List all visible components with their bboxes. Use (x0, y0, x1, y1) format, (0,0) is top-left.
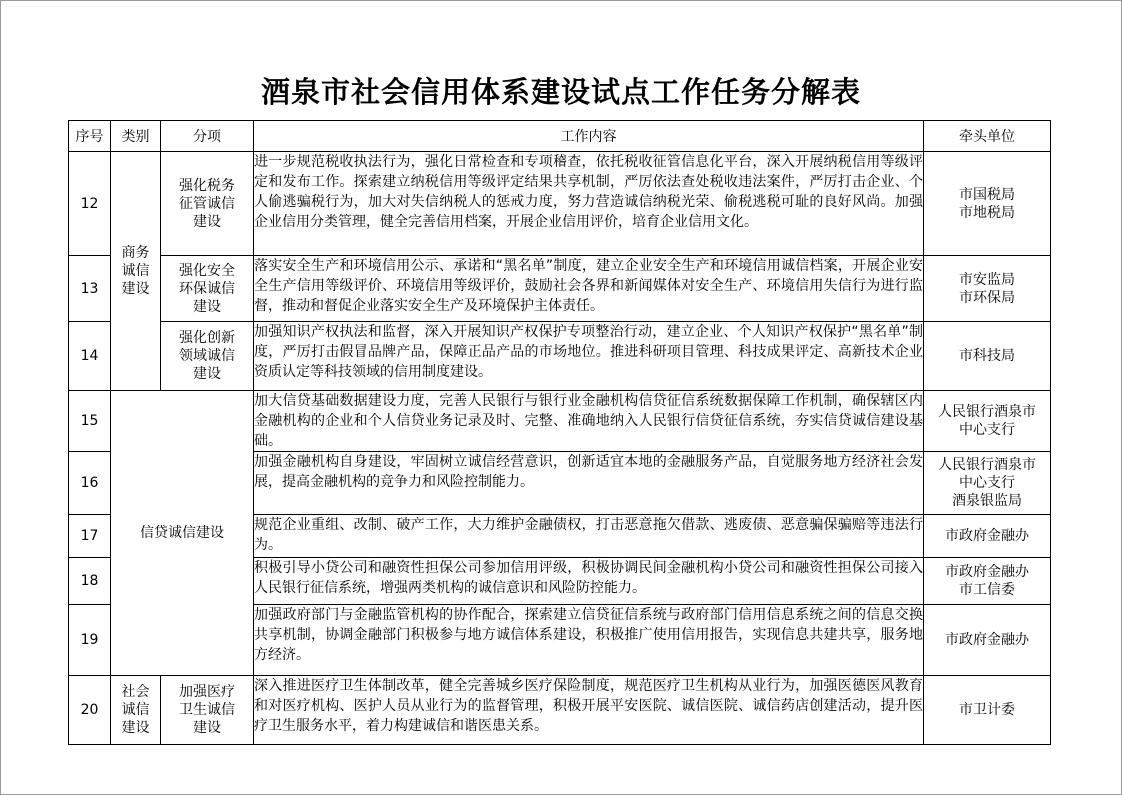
work-content: 深入推进医疗卫生体制改革，健全完善城乡医疗保险制度，规范医疗卫生机构从业行为，加强医德医风教育和对医疗机构、医护人员从业行为的监督管理，积极开展平安医院、诚信医院、诚信药店创建活动，提升医疗卫生服务水平，着力构建诚信和谐医患关系。 (254, 676, 924, 745)
lead-unit (924, 391, 1051, 452)
page-title: 酒泉市社会信用体系建设试点工作任务分解表 (260, 75, 861, 109)
subitem-cell (161, 256, 254, 322)
header-content: 工作内容 (254, 121, 924, 152)
lead-unit-line: 人民银行酒泉市 (938, 457, 1036, 473)
category-line: 建设 (121, 720, 150, 736)
lead-unit (924, 152, 1051, 256)
subitem-cell (161, 322, 254, 391)
lead-unit-line: 市环保局 (959, 289, 1015, 306)
lead-unit (924, 515, 1051, 558)
lead-unit (924, 452, 1051, 515)
row-number: 12 (69, 152, 111, 256)
subitem-line: 征管诚信 (179, 195, 235, 212)
work-content: 积极引导小贷公司和融资性担保公司参加信用评级，积极协调民间金融机构小贷公司和融资性担保公司接入人民银行征信系统，增强两类机构的诚信意识和风险防控能力。 (254, 558, 924, 605)
subitem-cell (161, 676, 254, 745)
subitem-line: 建设 (193, 366, 221, 382)
header-number: 序号 (69, 121, 111, 152)
lead-unit-line: 中心支行 (959, 475, 1015, 491)
lead-unit (924, 558, 1051, 605)
table-header-row (69, 121, 1051, 152)
lead-unit-line: 市政府金融办 (945, 528, 1029, 544)
work-content: 进一步规范税收执法行为，强化日常检查和专项稽查，依托税收征管信息化平台，深入开展纳税信用等级评定和发布工作。探索建立纳税信用等级评定结果共享机制，严厉依法查处税收违法案件，严厉打击企业、个人偷逃骗税行为，加大对失信纳税人的惩戒力度，努力营造诚信纳税光荣、偷税逃税可耻的良好风尚。加强企业信用分类管理，健全完善信用档案，开展企业信用评价，培育企业信用文化。 (254, 152, 924, 256)
lead-unit-line: 市地税局 (959, 204, 1015, 221)
lead-unit-line: 人民银行酒泉市 (938, 404, 1036, 420)
subitem-line: 强化安全 (179, 262, 235, 279)
category-line: 诚信 (121, 702, 150, 718)
subitem-line: 强化税务 (179, 177, 235, 194)
header-subitem: 分项 (161, 121, 254, 152)
work-content: 规范企业重组、改制、破产工作，大力维护金融债权，打击恶意拖欠借款、逃废债、恶意骗保骗赔等违法行为。 (254, 515, 924, 558)
row-number: 18 (69, 558, 111, 605)
lead-unit-line: 酒泉银监局 (952, 493, 1022, 509)
table-row (69, 391, 1051, 452)
lead-unit-line: 市工信委 (959, 582, 1015, 598)
subitem-line: 强化创新 (179, 330, 235, 346)
lead-unit (924, 676, 1051, 745)
row-number: 17 (69, 515, 111, 558)
work-content: 加强知识产权执法和监督，深入开展知识产权保护专项整治行动，建立企业、个人知识产权保护“黑名单”制度，严厉打击假冒品牌产品，保障正品产品的市场地位。推进科研项目管理、科技成果评定、高新技术企业资质认定等科技领域的信用制度建设。 (254, 322, 924, 391)
subitem-line: 建设 (193, 213, 221, 230)
work-content: 加大信贷基础数据建设力度，完善人民银行与银行业金融机构信贷征信系统数据保障工作机制，确保辖区内金融机构的企业和个人信贷业务记录及时、完整、准确地纳入人民银行信贷征信系统，夯实信贷诚信建设基础。 (254, 391, 924, 452)
category-cell (111, 676, 161, 745)
subitem-line: 建设 (193, 298, 221, 315)
lead-unit-line: 市政府金融办 (945, 632, 1029, 648)
header-lead-unit: 牵头单位 (924, 121, 1051, 152)
category-line: 社会 (121, 684, 150, 700)
table-row (69, 676, 1051, 745)
lead-unit-line: 市卫计委 (959, 702, 1015, 718)
subitem-line: 建设 (193, 720, 221, 736)
lead-unit (924, 605, 1051, 676)
subitem-line: 加强医疗 (179, 684, 235, 700)
row-number: 20 (69, 676, 111, 745)
work-content: 落实安全生产和环境信用公示、承诺和“黑名单”制度，建立企业安全生产和环境信用诚信档案，开展企业安全生产信用等级评价、环境信用等级评价，鼓励社会各界和新闻媒体对安全生产、环境信用失信行为进行监督，推动和督促企业落实安全生产及环境保护主体责任。 (254, 256, 924, 322)
subitem-line: 环保诚信 (179, 280, 235, 297)
lead-unit-line: 中心支行 (959, 422, 1015, 438)
lead-unit (924, 256, 1051, 322)
category-line: 诚信 (121, 263, 150, 279)
row-number: 14 (69, 322, 111, 391)
lead-unit (924, 322, 1051, 391)
category-line: 商务 (121, 245, 150, 261)
header-category: 类别 (111, 121, 161, 152)
lead-unit-line: 市安监局 (959, 271, 1015, 288)
category-line: 建设 (121, 281, 150, 297)
lead-unit-line: 市科技局 (959, 348, 1015, 364)
subitem-cell (161, 152, 254, 256)
lead-unit-line: 市国税局 (959, 186, 1015, 203)
work-content: 加强政府部门与金融监管机构的协作配合，探索建立信贷征信系统与政府部门信用信息系统之间的信息交换共享机制，协调金融部门积极参与地方诚信体系建设，积极推广使用信用报告，实现信息共建共享，服务地方经济。 (254, 605, 924, 676)
task-table (68, 120, 1051, 745)
row-number: 16 (69, 452, 111, 515)
table-row (69, 322, 1051, 391)
lead-unit-line: 市政府金融办 (945, 564, 1029, 580)
subitem-line: 领域诚信 (179, 348, 235, 364)
category-cell (111, 152, 161, 391)
subitem-line: 卫生诚信 (179, 702, 235, 718)
table-row (69, 152, 1051, 256)
table-row (69, 256, 1051, 322)
row-number: 15 (69, 391, 111, 452)
row-number: 19 (69, 605, 111, 676)
work-content: 加强金融机构自身建设，牢固树立诚信经营意识，创新适宜本地的金融服务产品，自觉服务地方经济社会发展，提高金融机构的竞争力和风险控制能力。 (254, 452, 924, 515)
row-number: 13 (69, 256, 111, 322)
category-cell: 信贷诚信建设 (111, 391, 254, 676)
